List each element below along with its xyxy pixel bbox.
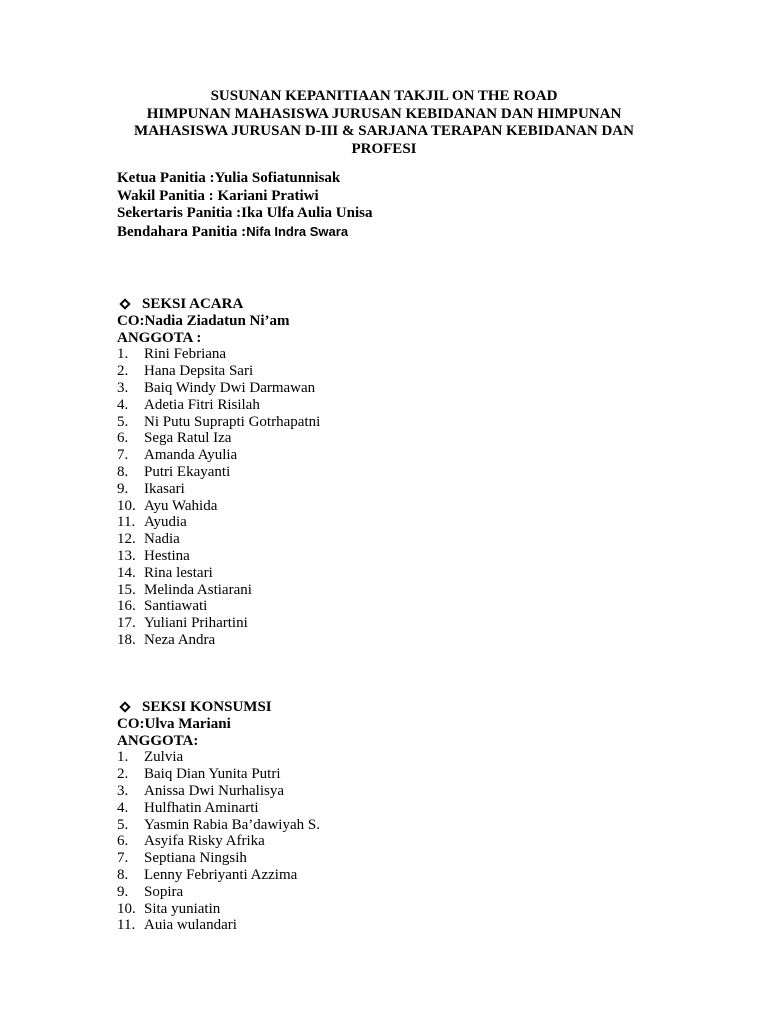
list-item-name: Nadia bbox=[144, 531, 180, 548]
list-item-name: Rini Febriana bbox=[144, 346, 227, 363]
list-item-number: 11. bbox=[117, 917, 136, 934]
list-item-name: Auia wulandari bbox=[144, 917, 237, 934]
list-item-number: 10. bbox=[117, 497, 136, 514]
list-item-name: Hestina bbox=[144, 547, 190, 564]
list-item bbox=[117, 531, 320, 548]
list-item bbox=[117, 346, 320, 363]
list-item bbox=[117, 447, 320, 464]
officer-sekertaris bbox=[117, 205, 372, 223]
section-konsumsi bbox=[117, 699, 320, 934]
list-item bbox=[117, 766, 320, 783]
list-item-name: Ayudia bbox=[144, 514, 187, 531]
title-line: HIMPUNAN MAHASISWA JURUSAN KEBIDANAN DAN HIMPUNAN bbox=[146, 105, 622, 122]
list-item-number: 6. bbox=[117, 833, 129, 850]
list-item-number: 5. bbox=[117, 413, 129, 430]
list-item-number: 2. bbox=[117, 766, 129, 783]
list-item-number: 5. bbox=[117, 816, 129, 833]
officer-name: Ika Ulfa Aulia Unisa bbox=[241, 205, 373, 221]
list-item-number: 17. bbox=[117, 615, 136, 632]
list-item-name: Santiawati bbox=[144, 598, 208, 615]
officer-bendahara bbox=[117, 223, 372, 242]
section-coordinator: CO:Ulva Mariani bbox=[117, 715, 231, 732]
list-item bbox=[117, 901, 320, 918]
list-item-number: 3. bbox=[117, 379, 129, 396]
list-item bbox=[117, 783, 320, 800]
list-item bbox=[117, 817, 320, 834]
list-item-number: 14. bbox=[117, 564, 136, 581]
section-acara bbox=[117, 296, 320, 649]
list-item-number: 8. bbox=[117, 463, 129, 480]
list-item-name: Ni Putu Suprapti Gotrhapatni bbox=[144, 413, 321, 430]
list-item-name: Ayu Wahida bbox=[144, 497, 218, 514]
officer-label: Ketua Panitia : bbox=[117, 170, 215, 186]
section-title: SEKSI KONSUMSI bbox=[142, 699, 272, 715]
list-item-name: Sopira bbox=[144, 883, 184, 900]
list-item-number: 1. bbox=[117, 346, 129, 363]
list-item-number: 10. bbox=[117, 900, 136, 917]
section-coordinator: CO:Nadia Ziadatun Ni’am bbox=[117, 312, 290, 329]
list-item-name: Baiq Dian Yunita Putri bbox=[144, 766, 281, 783]
list-item-number: 16. bbox=[117, 598, 136, 615]
list-item-number: 4. bbox=[117, 396, 129, 413]
list-item bbox=[117, 632, 320, 649]
list-item bbox=[117, 884, 320, 901]
list-item bbox=[117, 514, 320, 531]
list-item bbox=[117, 363, 320, 380]
list-item-number: 15. bbox=[117, 581, 136, 598]
list-item bbox=[117, 917, 320, 934]
list-item-name: Septiana Ningsih bbox=[144, 850, 247, 867]
title-line: PROFESI bbox=[351, 140, 417, 157]
list-item-number: 11. bbox=[117, 514, 136, 531]
members-label: ANGGOTA : bbox=[117, 329, 202, 346]
list-item-number: 3. bbox=[117, 782, 129, 799]
officer-name: Kariani Pratiwi bbox=[217, 187, 319, 204]
list-item bbox=[117, 867, 320, 884]
members-list bbox=[117, 749, 320, 934]
list-item-number: 18. bbox=[117, 631, 136, 648]
list-item-name: Sita yuniatin bbox=[144, 900, 221, 917]
list-item-number: 9. bbox=[117, 480, 129, 497]
officer-label: Sekertaris Panitia : bbox=[117, 205, 242, 221]
list-item-number: 7. bbox=[117, 850, 129, 867]
list-item bbox=[117, 464, 320, 481]
officer-label: Bendahara Panitia : bbox=[117, 223, 247, 240]
list-item-number: 2. bbox=[117, 363, 129, 380]
diamond-bullet-icon bbox=[119, 702, 130, 713]
list-item bbox=[117, 582, 320, 599]
list-item-name: Yuliani Prihartini bbox=[144, 615, 248, 632]
list-item-name: Hana Depsita Sari bbox=[144, 363, 254, 380]
list-item-number: 12. bbox=[117, 531, 136, 548]
list-item bbox=[117, 749, 320, 766]
section-title: SEKSI ACARA bbox=[142, 296, 244, 312]
list-item-name: Sega Ratul Iza bbox=[144, 430, 232, 447]
list-item-name: Baiq Windy Dwi Darmawan bbox=[144, 379, 316, 396]
list-item-number: 13. bbox=[117, 547, 136, 564]
list-item-name: Ikasari bbox=[144, 480, 185, 497]
list-item-name: Adetia Fitri Risilah bbox=[144, 396, 260, 413]
list-item bbox=[117, 598, 320, 615]
list-item bbox=[117, 850, 320, 867]
list-item-name: Lenny Febriyanti Azzima bbox=[144, 866, 298, 883]
title-line: MAHASISWA JURUSAN D-III & SARJANA TERAPAN KEBIDANAN DAN bbox=[134, 123, 634, 139]
list-item-number: 6. bbox=[117, 430, 129, 447]
officer-wakil bbox=[117, 188, 372, 206]
title-line: SUSUNAN KEPANITIAAN TAKJIL ON THE ROAD bbox=[210, 88, 558, 104]
list-item bbox=[117, 397, 320, 414]
list-item-name: Yasmin Rabia Ba’dawiyah S. bbox=[144, 816, 320, 833]
list-item bbox=[117, 430, 320, 447]
officer-label: Wakil Panitia : bbox=[117, 187, 218, 204]
officer-name: Yulia Sofiatunnisak bbox=[214, 170, 341, 186]
officer-ketua bbox=[117, 170, 372, 188]
list-item bbox=[117, 414, 320, 431]
list-item-number: 1. bbox=[117, 749, 129, 766]
list-item-name: Amanda Ayulia bbox=[144, 447, 238, 464]
list-item-name: Asyifa Risky Afrika bbox=[144, 833, 265, 850]
list-item-name: Zulvia bbox=[144, 749, 184, 766]
list-item bbox=[117, 498, 320, 515]
section-heading bbox=[117, 699, 320, 716]
members-list bbox=[117, 346, 320, 648]
list-item-name: Neza Andra bbox=[144, 631, 216, 648]
list-item bbox=[117, 565, 320, 582]
list-item bbox=[117, 380, 320, 397]
list-item-name: Putri Ekayanti bbox=[144, 463, 231, 480]
list-item-name: Hulfhatin Aminarti bbox=[144, 799, 259, 816]
document-title bbox=[100, 88, 668, 158]
list-item bbox=[117, 548, 320, 565]
officer-name: Nifa Indra Swara bbox=[246, 223, 349, 239]
members-label: ANGGOTA: bbox=[117, 732, 199, 749]
list-item-number: 7. bbox=[117, 447, 129, 464]
diamond-bullet-icon bbox=[119, 299, 130, 310]
list-item bbox=[117, 615, 320, 632]
list-item-name: Melinda Astiarani bbox=[144, 581, 252, 598]
list-item-name: Rina lestari bbox=[144, 564, 213, 581]
list-item-number: 8. bbox=[117, 866, 129, 883]
list-item bbox=[117, 800, 320, 817]
list-item-number: 4. bbox=[117, 799, 129, 816]
list-item-number: 9. bbox=[117, 883, 129, 900]
list-item-name: Anissa Dwi Nurhalisya bbox=[144, 782, 284, 799]
section-heading bbox=[117, 296, 320, 313]
list-item bbox=[117, 833, 320, 850]
list-item bbox=[117, 481, 320, 498]
officers-list bbox=[117, 170, 372, 241]
